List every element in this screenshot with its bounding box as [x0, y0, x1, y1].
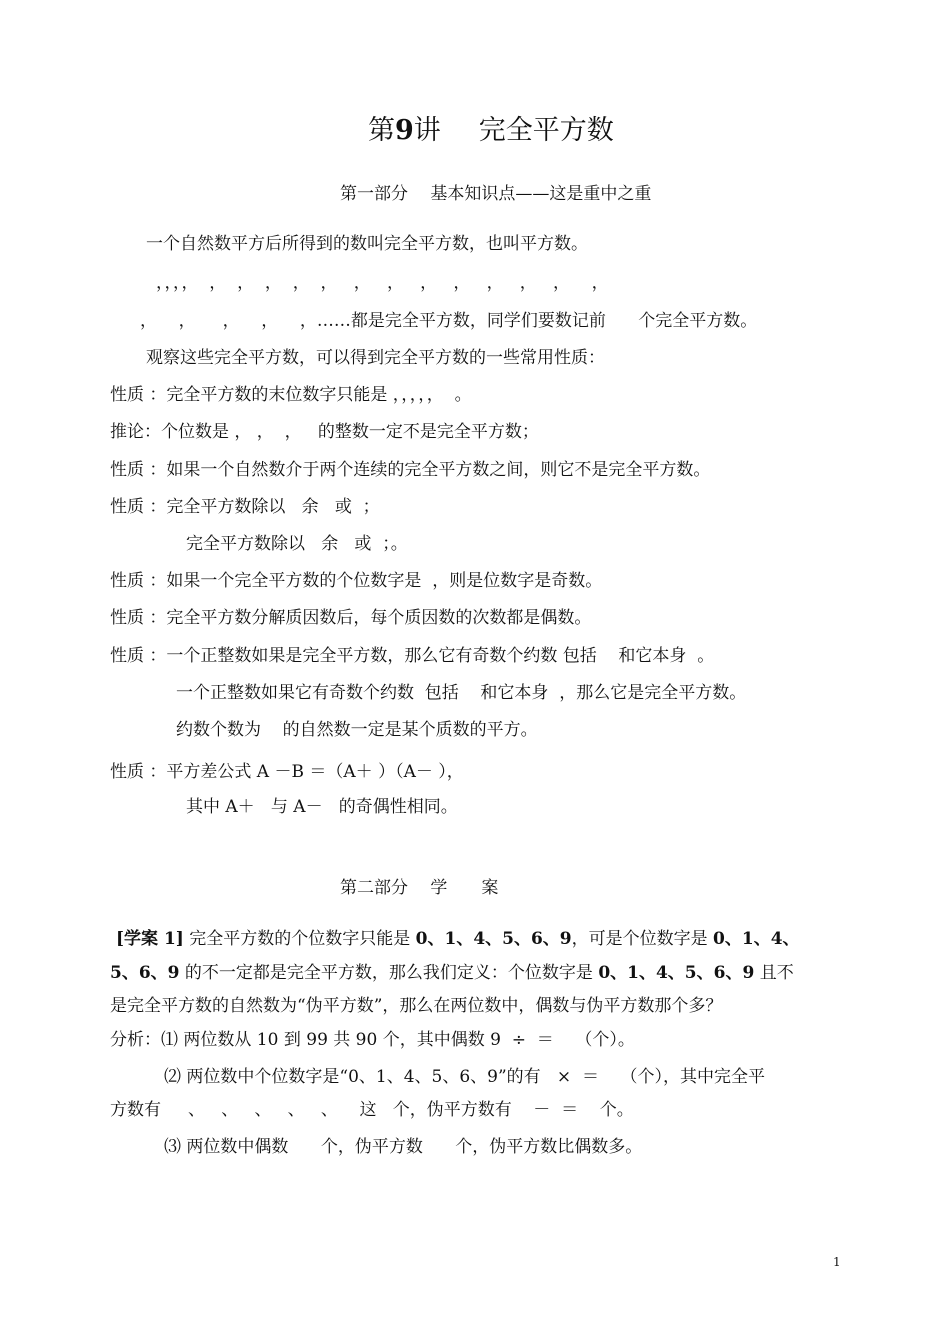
case1-digits-b: 0、1、4、: [713, 929, 800, 949]
case1-digits-c: 5、6、9: [110, 963, 180, 983]
page-title: [368, 114, 614, 148]
case1-line1: [116, 928, 800, 950]
case1-digits-d: 0、1、4、5、6、9: [598, 963, 755, 983]
property-6c: 约数个数为 的自然数一定是某个质数的平方。: [176, 720, 538, 740]
title-prefix: 第: [368, 115, 395, 146]
analysis-2a: ⑵ 两位数中个位数字是“0、1、4、5、6、9”的有 × ＝ （个），其中完全平: [164, 1067, 766, 1087]
inference: 推论：个位数是 ， ， ， 的整数一定不是完全平方数；: [110, 422, 539, 442]
case1-text-d: 且不: [754, 963, 794, 983]
intro-square-list-1: ，，，， ， ， ， ， ， ， ， ， ， ， ， ， ，: [156, 273, 609, 293]
property-6b: 一个正整数如果它有奇数个约数 包括 和它本身 ，那么它是完全平方数。: [176, 683, 747, 703]
case1-text-b: ，可是个位数字是: [571, 929, 714, 949]
case1-line2: [110, 962, 794, 984]
property-6a: 性质 ：一个正整数如果是完全平方数，那么它有奇数个约数 包括 和它本身 。: [110, 646, 715, 666]
property-7a: 性质 ：平方差公式 A －B ＝（A＋ ）（A－ ），: [110, 762, 464, 782]
property-3b: 完全平方数除以 余 或 ；。: [186, 534, 408, 554]
title-number: 9: [395, 115, 414, 146]
intro-observe: 观察这些完全平方数，可以得到完全平方数的一些常用性质：: [146, 348, 605, 368]
case1-digits-a: 0、1、4、5、6、9: [415, 929, 572, 949]
page-number: 1: [833, 1255, 841, 1269]
property-7b: 其中 A＋ 与 A－ 的奇偶性相同。: [186, 797, 458, 817]
property-1: 性质 ：完全平方数的末位数字只能是 ，，，，， 。: [110, 385, 472, 405]
intro-square-list-2: ， ， ， ， ，……都是完全平方数，同学们要数记前 个完全平方数。: [140, 311, 758, 331]
property-2: 性质 ：如果一个自然数介于两个连续的完全平方数之间，则它不是完全平方数。: [110, 460, 711, 480]
title-lecture: 讲: [413, 115, 441, 146]
case1-text-a: 完全平方数的个位数字只能是: [183, 929, 416, 949]
analysis-3: ⑶ 两位数中偶数 个，伪平方数 个，伪平方数比偶数多。: [164, 1137, 643, 1157]
analysis-1: 分析：⑴ 两位数从 10 到 99 共 90 个，其中偶数 9 ÷ ＝ （个）。: [110, 1030, 635, 1050]
property-3a: 性质 ：完全平方数除以 余 或 ；: [110, 497, 380, 517]
property-4: 性质 ：如果一个完全平方数的个位数字是 ，则是位数字是奇数。: [110, 571, 603, 591]
part2-heading: 第二部分 学 案: [340, 878, 499, 898]
analysis-2b: 方数有 、 、 、 、 、 这 个，伪平方数有 － ＝ 个。: [110, 1100, 634, 1120]
case1-label: [学案 1]: [116, 929, 184, 949]
case1-line3: 是完全平方数的自然数为“伪平方数”，那么在两位数中，偶数与伪平方数那个多？: [110, 996, 723, 1016]
intro-definition: 一个自然数平方后所得到的数叫完全平方数，也叫平方数。: [146, 234, 588, 254]
part1-heading: 第一部分 基本知识点——这是重中之重: [340, 184, 652, 204]
property-5: 性质 ：完全平方数分解质因数后，每个质因数的次数都是偶数。: [110, 608, 592, 628]
case1-text-c: 的不一定都是完全平方数，那么我们定义：个位数字是: [179, 963, 599, 983]
title-topic: 完全平方数: [478, 115, 614, 146]
